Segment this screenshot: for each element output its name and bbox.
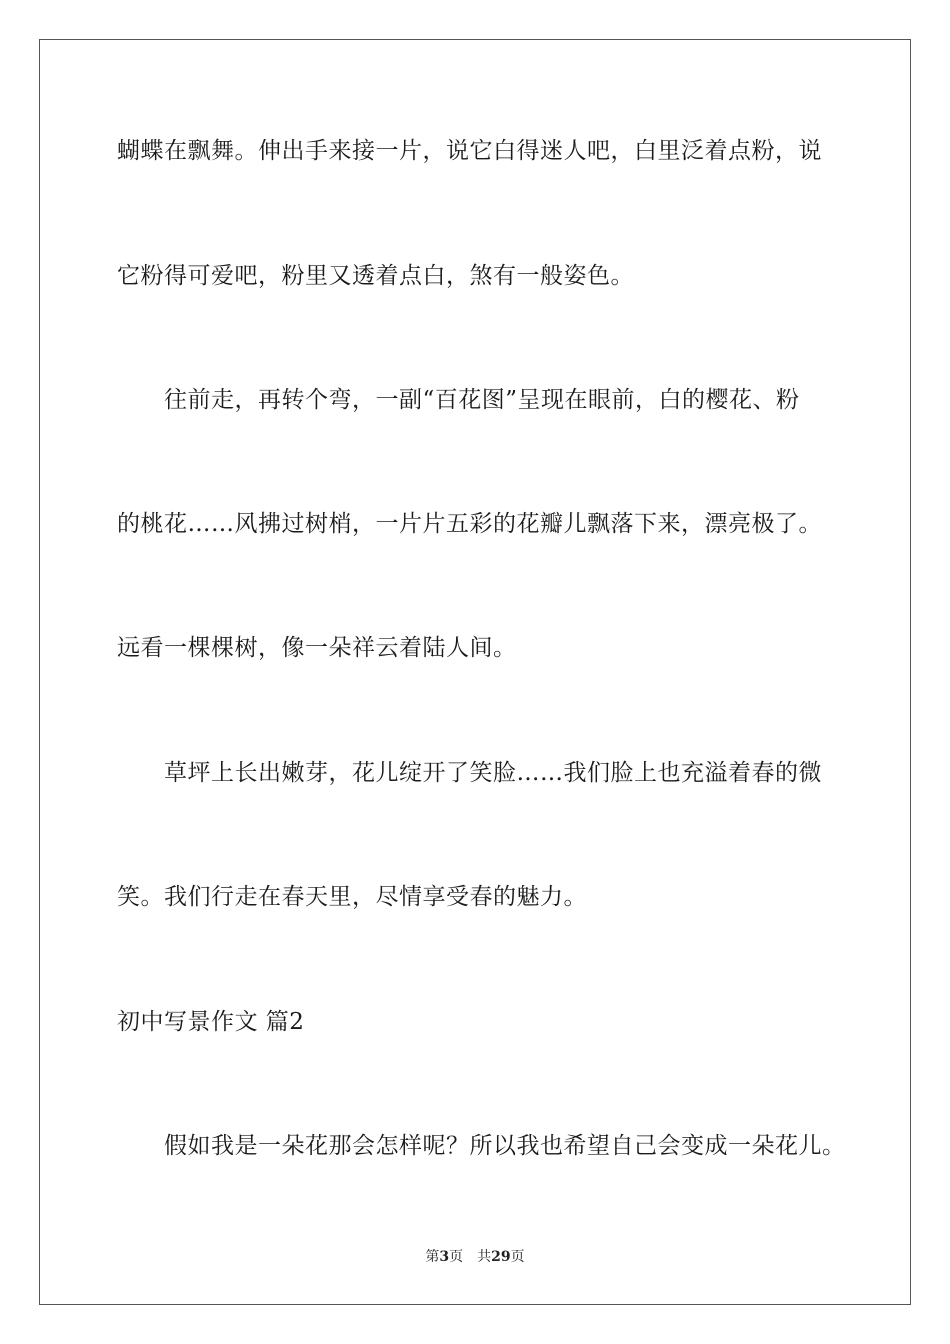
body-line-2: 它粉得可爱吧，粉里又透着点白，煞有一般姿色。 [117,263,634,289]
body-line-4: 的桃花……风拂过树梢，一片片五彩的花瓣儿飘落下来，漂亮极了。 [117,511,822,537]
footer-total-pages: 29 [491,1249,511,1265]
body-line-8: 假如我是一朵花那会怎样呢？所以我也希望自己会变成一朵花儿。 [164,1133,846,1159]
body-line-3: 往前走，再转个弯，一副“百花图”呈现在眼前，白的樱花、粉 [164,387,800,413]
footer-total-suffix: 页 [510,1249,525,1265]
section-heading: 初中写景作文 篇2 [117,1009,305,1035]
body-line-7: 笑。我们行走在春天里，尽情享受春的魅力。 [117,884,587,910]
body-line-5: 远看一棵棵树，像一朵祥云着陆人间。 [117,635,517,661]
page-border [39,39,911,1305]
footer-total-prefix: 共 [477,1249,492,1265]
page-footer [0,1248,950,1266]
footer-page-suffix: 页 [449,1249,464,1265]
footer-page-number: 3 [439,1249,450,1265]
footer-page-prefix: 第 [425,1249,440,1265]
body-line-6: 草坪上长出嫩芽，花儿绽开了笑脸……我们脸上也充溢着春的微 [164,760,822,786]
body-line-1: 蝴蝶在飘舞。伸出手来接一片，说它白得迷人吧，白里泛着点粉，说 [117,138,822,164]
